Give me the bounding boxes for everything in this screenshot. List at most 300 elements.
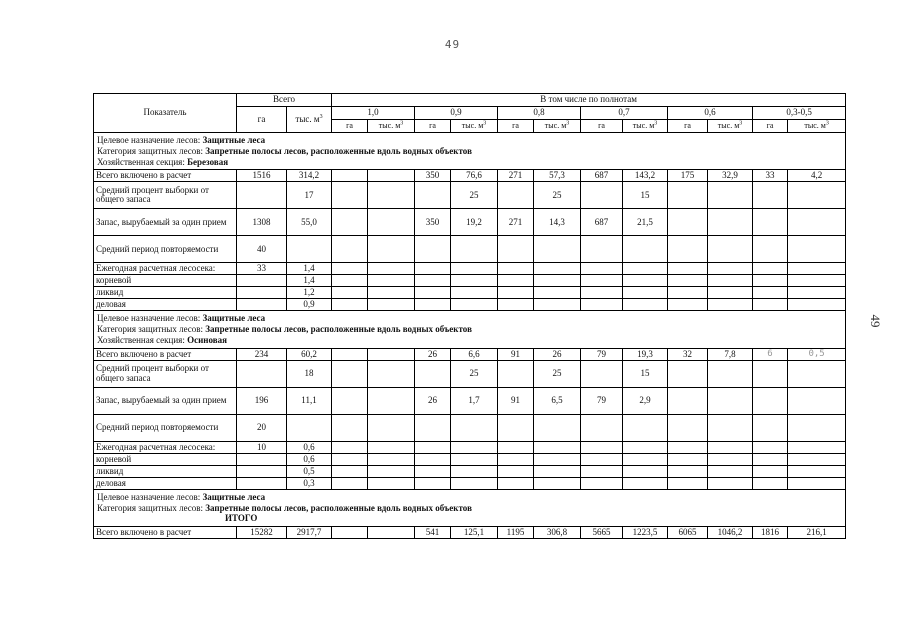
table-cell: 2,9 xyxy=(623,387,668,414)
table-cell xyxy=(498,465,534,477)
table-cell xyxy=(708,453,753,465)
table-cell xyxy=(415,477,451,489)
table-cell xyxy=(623,299,668,311)
table-cell xyxy=(534,453,581,465)
section-line: Категория защитных лесов: Запретные полосы лесов, расположенные вдоль водных объектов xyxy=(97,502,472,513)
table-cell xyxy=(415,465,451,477)
page-number-top: 49 xyxy=(444,38,461,51)
section-header xyxy=(94,311,846,348)
table-cell xyxy=(534,275,581,287)
table-cell xyxy=(753,477,788,489)
table-cell xyxy=(788,477,846,489)
table-cell xyxy=(581,182,623,209)
row-label: ликвид xyxy=(94,287,237,299)
table-cell: 32,9 xyxy=(708,170,753,182)
table-cell xyxy=(623,441,668,453)
table-cell xyxy=(534,414,581,441)
row-label: Всего включено в расчет xyxy=(94,527,237,539)
table-cell: 25 xyxy=(534,360,581,387)
table-cell: 15 xyxy=(623,182,668,209)
table-cell xyxy=(668,287,708,299)
table-cell: 350 xyxy=(415,209,451,236)
table-cell: 15 xyxy=(623,360,668,387)
table-cell xyxy=(788,453,846,465)
table-cell: 4,2 xyxy=(788,170,846,182)
table-cell: 76,6 xyxy=(451,170,498,182)
table-cell xyxy=(332,465,368,477)
table-row xyxy=(94,182,846,209)
table-cell: 314,2 xyxy=(287,170,332,182)
section-line: Целевое назначение лесов: Защитные леса xyxy=(97,313,266,324)
table-cell: 25 xyxy=(451,360,498,387)
table-cell: 5665 xyxy=(581,527,623,539)
table-cell: 15282 xyxy=(237,527,287,539)
table-cell: 0,6 xyxy=(287,453,332,465)
table-cell xyxy=(668,477,708,489)
table-cell xyxy=(581,299,623,311)
table-cell xyxy=(237,275,287,287)
table-cell xyxy=(623,236,668,263)
table-cell xyxy=(708,182,753,209)
section-line: Целевое назначение лесов: Защитные леса xyxy=(97,491,266,502)
table-cell xyxy=(708,236,753,263)
table-cell xyxy=(668,465,708,477)
table-cell xyxy=(581,414,623,441)
table-cell xyxy=(498,360,534,387)
table-cell xyxy=(498,287,534,299)
table-cell xyxy=(788,182,846,209)
table-cell xyxy=(332,263,368,275)
table-cell: 40 xyxy=(237,236,287,263)
row-label: Запас, вырубаемый за один прием xyxy=(94,387,237,414)
table-cell: 79 xyxy=(581,387,623,414)
table-cell: 0,5 xyxy=(788,348,846,360)
table-cell: 687 xyxy=(581,209,623,236)
table-cell: 25 xyxy=(534,182,581,209)
table-cell xyxy=(451,263,498,275)
table-row xyxy=(94,527,846,539)
table-cell xyxy=(668,182,708,209)
table-cell xyxy=(415,287,451,299)
table-cell xyxy=(788,236,846,263)
table-cell: 1,4 xyxy=(287,263,332,275)
table-cell xyxy=(623,453,668,465)
table-cell xyxy=(753,414,788,441)
table-cell xyxy=(668,387,708,414)
table-cell: 91 xyxy=(498,387,534,414)
table-cell xyxy=(623,275,668,287)
table-cell: 57,3 xyxy=(534,170,581,182)
table-cell: 1,2 xyxy=(287,287,332,299)
table-cell: 26 xyxy=(415,387,451,414)
table-cell: 196 xyxy=(237,387,287,414)
table-cell: 306,8 xyxy=(534,527,581,539)
section-line: Категория защитных лесов: Запретные полосы лесов, расположенные вдоль водных объектов xyxy=(97,145,472,156)
table-cell: 17 xyxy=(287,182,332,209)
table-cell: 350 xyxy=(415,170,451,182)
table-cell xyxy=(368,170,415,182)
table-cell: 6065 xyxy=(668,527,708,539)
row-label: корневой xyxy=(94,275,237,287)
table-cell xyxy=(415,414,451,441)
row-label: деловая xyxy=(94,299,237,311)
table-cell xyxy=(788,299,846,311)
table-cell xyxy=(498,182,534,209)
table-row xyxy=(94,299,846,311)
table-cell xyxy=(451,477,498,489)
table-cell xyxy=(498,275,534,287)
table-cell xyxy=(498,453,534,465)
table-cell xyxy=(581,275,623,287)
table-cell xyxy=(668,275,708,287)
header-density-6: 0,3-0,5 xyxy=(753,107,846,120)
table-cell xyxy=(368,287,415,299)
table-cell xyxy=(753,263,788,275)
table-cell xyxy=(623,287,668,299)
table-cell: 6 xyxy=(753,348,788,360)
itogo-label: ИТОГО xyxy=(225,513,258,524)
table-cell xyxy=(368,414,415,441)
table-cell xyxy=(415,275,451,287)
table-cell xyxy=(237,477,287,489)
section-header-cell xyxy=(94,133,846,170)
header-total: Всего xyxy=(237,94,332,107)
table-cell xyxy=(668,263,708,275)
table-cell: 60,2 xyxy=(287,348,332,360)
table-cell xyxy=(623,465,668,477)
table-cell: 21,5 xyxy=(623,209,668,236)
table-cell xyxy=(708,263,753,275)
table-cell xyxy=(581,441,623,453)
table-cell xyxy=(534,477,581,489)
header-density-1: 1,0 xyxy=(332,107,415,120)
table-cell xyxy=(237,360,287,387)
table-cell xyxy=(332,299,368,311)
table-cell xyxy=(451,275,498,287)
table-cell: 14,3 xyxy=(534,209,581,236)
table-row xyxy=(94,209,846,236)
table-cell xyxy=(708,360,753,387)
table-cell xyxy=(708,275,753,287)
table-cell xyxy=(237,465,287,477)
table-cell xyxy=(534,236,581,263)
header-density-4: 0,7 xyxy=(581,107,668,120)
section-header-cell xyxy=(94,489,846,526)
table-cell: 2917,7 xyxy=(287,527,332,539)
table-cell xyxy=(708,299,753,311)
table-cell xyxy=(237,299,287,311)
table-cell xyxy=(368,182,415,209)
table-cell xyxy=(788,360,846,387)
table-cell xyxy=(753,275,788,287)
table-cell xyxy=(753,360,788,387)
table-cell xyxy=(581,477,623,489)
table-cell xyxy=(287,414,332,441)
table-cell xyxy=(332,360,368,387)
table-cell xyxy=(368,299,415,311)
table-cell xyxy=(368,465,415,477)
row-label: ликвид xyxy=(94,465,237,477)
header-unit-vol: тыс. $м^3$ xyxy=(534,120,581,133)
table-cell: 25 xyxy=(451,182,498,209)
table-cell xyxy=(498,477,534,489)
table-cell: 18 xyxy=(287,360,332,387)
table-cell xyxy=(368,236,415,263)
header-unit-vol: тыс. $м^3$ xyxy=(368,120,415,133)
table-cell xyxy=(498,299,534,311)
header-unit-vol: тыс. $м^3$ xyxy=(623,120,668,133)
table-cell xyxy=(368,453,415,465)
header-unit-ha: га xyxy=(498,120,534,133)
table-cell xyxy=(332,209,368,236)
table-cell xyxy=(368,209,415,236)
table-cell xyxy=(708,414,753,441)
table-cell xyxy=(415,453,451,465)
table-cell: 271 xyxy=(498,209,534,236)
table-cell: 541 xyxy=(415,527,451,539)
table-cell xyxy=(534,465,581,477)
table-cell xyxy=(753,287,788,299)
table-row xyxy=(94,287,846,299)
row-label: Средний период повторяемости xyxy=(94,236,237,263)
table-cell xyxy=(237,453,287,465)
table-cell xyxy=(753,465,788,477)
table-cell xyxy=(498,263,534,275)
row-label: Ежегодная расчетная лесосека: xyxy=(94,441,237,453)
table-cell xyxy=(451,287,498,299)
table-cell: 271 xyxy=(498,170,534,182)
table-cell: 6,5 xyxy=(534,387,581,414)
row-label: Всего включено в расчет xyxy=(94,170,237,182)
table-cell xyxy=(753,209,788,236)
table-cell xyxy=(581,360,623,387)
table-cell xyxy=(708,287,753,299)
table-cell xyxy=(415,182,451,209)
table-cell: 687 xyxy=(581,170,623,182)
table-cell: 1,7 xyxy=(451,387,498,414)
table-cell xyxy=(708,477,753,489)
table-cell xyxy=(498,414,534,441)
table-cell xyxy=(415,360,451,387)
header-unit-vol: тыс. $м^3$ xyxy=(788,120,846,133)
table-cell xyxy=(623,263,668,275)
table-cell xyxy=(368,477,415,489)
header-density-2: 0,9 xyxy=(415,107,498,120)
table-cell xyxy=(753,441,788,453)
header-density-5: 0,6 xyxy=(668,107,753,120)
table-cell xyxy=(534,287,581,299)
table-cell xyxy=(668,236,708,263)
table-cell: 234 xyxy=(237,348,287,360)
table-cell xyxy=(415,236,451,263)
header-unit-ha: га xyxy=(581,120,623,133)
table-row xyxy=(94,360,846,387)
page-number-side: 49 xyxy=(868,314,883,328)
table-cell: 143,2 xyxy=(623,170,668,182)
table-cell xyxy=(368,263,415,275)
table-row xyxy=(94,465,846,477)
table-cell: 1516 xyxy=(237,170,287,182)
table-row xyxy=(94,414,846,441)
table-cell: 0,3 xyxy=(287,477,332,489)
row-label: Средний процент выборки от общего запаса xyxy=(94,360,237,387)
table-cell: 20 xyxy=(237,414,287,441)
table-cell xyxy=(287,236,332,263)
section-line: Хозяйственная секция: Березовая xyxy=(97,156,229,167)
table-cell: 32 xyxy=(668,348,708,360)
table-cell: 10 xyxy=(237,441,287,453)
table-cell xyxy=(581,263,623,275)
table-cell xyxy=(581,287,623,299)
table-cell xyxy=(534,441,581,453)
table-cell xyxy=(581,453,623,465)
table-cell xyxy=(668,209,708,236)
table-cell xyxy=(668,414,708,441)
table-cell xyxy=(581,465,623,477)
table-cell xyxy=(788,287,846,299)
table-cell xyxy=(451,453,498,465)
table-cell: 1816 xyxy=(753,527,788,539)
table-cell xyxy=(753,453,788,465)
table-cell: 33 xyxy=(753,170,788,182)
table-cell xyxy=(332,287,368,299)
table-cell: 6,6 xyxy=(451,348,498,360)
table-cell xyxy=(368,527,415,539)
header-unit-ha: га xyxy=(668,120,708,133)
row-label: корневой xyxy=(94,453,237,465)
table-row xyxy=(94,441,846,453)
table-row xyxy=(94,348,846,360)
table-cell xyxy=(708,209,753,236)
table-row xyxy=(94,170,846,182)
table-row xyxy=(94,236,846,263)
table-cell: 1046,2 xyxy=(708,527,753,539)
table-cell xyxy=(788,263,846,275)
table-cell xyxy=(753,387,788,414)
table-cell xyxy=(368,441,415,453)
table-cell xyxy=(332,453,368,465)
header-by-density: В том числе по полнотам xyxy=(332,94,846,107)
forest-harvest-table xyxy=(93,93,846,539)
row-label: Ежегодная расчетная лесосека: xyxy=(94,263,237,275)
table-cell: 1,4 xyxy=(287,275,332,287)
table-cell xyxy=(668,360,708,387)
row-label: Запас, вырубаемый за один прием xyxy=(94,209,237,236)
section-header-cell xyxy=(94,311,846,348)
table-cell: 33 xyxy=(237,263,287,275)
table-cell: 0,5 xyxy=(287,465,332,477)
table-cell xyxy=(332,170,368,182)
table-cell: 1223,5 xyxy=(623,527,668,539)
header-unit-vol: тыс. $м^3$ xyxy=(451,120,498,133)
table-cell xyxy=(368,387,415,414)
header-unit-ha: га xyxy=(753,120,788,133)
header-indicator: Показатель xyxy=(94,94,237,133)
table-cell xyxy=(415,441,451,453)
table-cell xyxy=(708,387,753,414)
table-cell xyxy=(451,414,498,441)
table-cell: 125,1 xyxy=(451,527,498,539)
header-unit-vol: тыс. $м^3$ xyxy=(708,120,753,133)
table-cell xyxy=(668,299,708,311)
table-cell xyxy=(332,441,368,453)
table-cell xyxy=(332,348,368,360)
table-cell xyxy=(788,465,846,477)
header-unit-ha: га xyxy=(332,120,368,133)
row-label: Всего включено в расчет xyxy=(94,348,237,360)
table-cell: 175 xyxy=(668,170,708,182)
section-header xyxy=(94,133,846,170)
table-cell: 7,8 xyxy=(708,348,753,360)
table-cell xyxy=(451,236,498,263)
table-row xyxy=(94,477,846,489)
table-row xyxy=(94,263,846,275)
table-cell xyxy=(498,441,534,453)
table-row xyxy=(94,453,846,465)
table-cell: 26 xyxy=(534,348,581,360)
table-cell xyxy=(415,299,451,311)
table-cell xyxy=(237,182,287,209)
table-cell xyxy=(451,299,498,311)
table-cell xyxy=(332,477,368,489)
table-cell xyxy=(788,209,846,236)
section-header xyxy=(94,489,846,526)
header-total-ha: га xyxy=(237,107,287,133)
table-cell: 79 xyxy=(581,348,623,360)
table-cell xyxy=(708,465,753,477)
header-total-vol: тыс. $м^3$ xyxy=(287,107,332,133)
table-cell xyxy=(332,236,368,263)
table-cell: 91 xyxy=(498,348,534,360)
table-cell xyxy=(788,414,846,441)
table-cell: 11,1 xyxy=(287,387,332,414)
header-density-3: 0,8 xyxy=(498,107,581,120)
table-cell xyxy=(668,441,708,453)
table-cell xyxy=(332,275,368,287)
table-cell xyxy=(237,287,287,299)
table-cell xyxy=(788,387,846,414)
table-cell xyxy=(623,477,668,489)
table-cell: 0,9 xyxy=(287,299,332,311)
table-cell xyxy=(708,441,753,453)
table-cell xyxy=(534,263,581,275)
table-cell xyxy=(332,182,368,209)
table-cell xyxy=(451,465,498,477)
table-cell xyxy=(332,414,368,441)
table-cell xyxy=(332,527,368,539)
table-cell xyxy=(753,182,788,209)
table-cell: 26 xyxy=(415,348,451,360)
table-cell: 216,1 xyxy=(788,527,846,539)
table-cell xyxy=(788,275,846,287)
table-cell xyxy=(368,275,415,287)
table-cell xyxy=(753,236,788,263)
table-row xyxy=(94,387,846,414)
table-cell xyxy=(753,299,788,311)
table-cell: 0,6 xyxy=(287,441,332,453)
table-cell xyxy=(581,236,623,263)
table-cell xyxy=(498,236,534,263)
row-label: Средний процент выборки от общего запаса xyxy=(94,182,237,209)
table-cell: 19,3 xyxy=(623,348,668,360)
table-cell xyxy=(668,453,708,465)
row-label: деловая xyxy=(94,477,237,489)
table-cell: 1195 xyxy=(498,527,534,539)
section-line: Категория защитных лесов: Запретные полосы лесов, расположенные вдоль водных объектов xyxy=(97,324,472,335)
table-row xyxy=(94,275,846,287)
table-cell xyxy=(368,348,415,360)
table-cell xyxy=(534,299,581,311)
